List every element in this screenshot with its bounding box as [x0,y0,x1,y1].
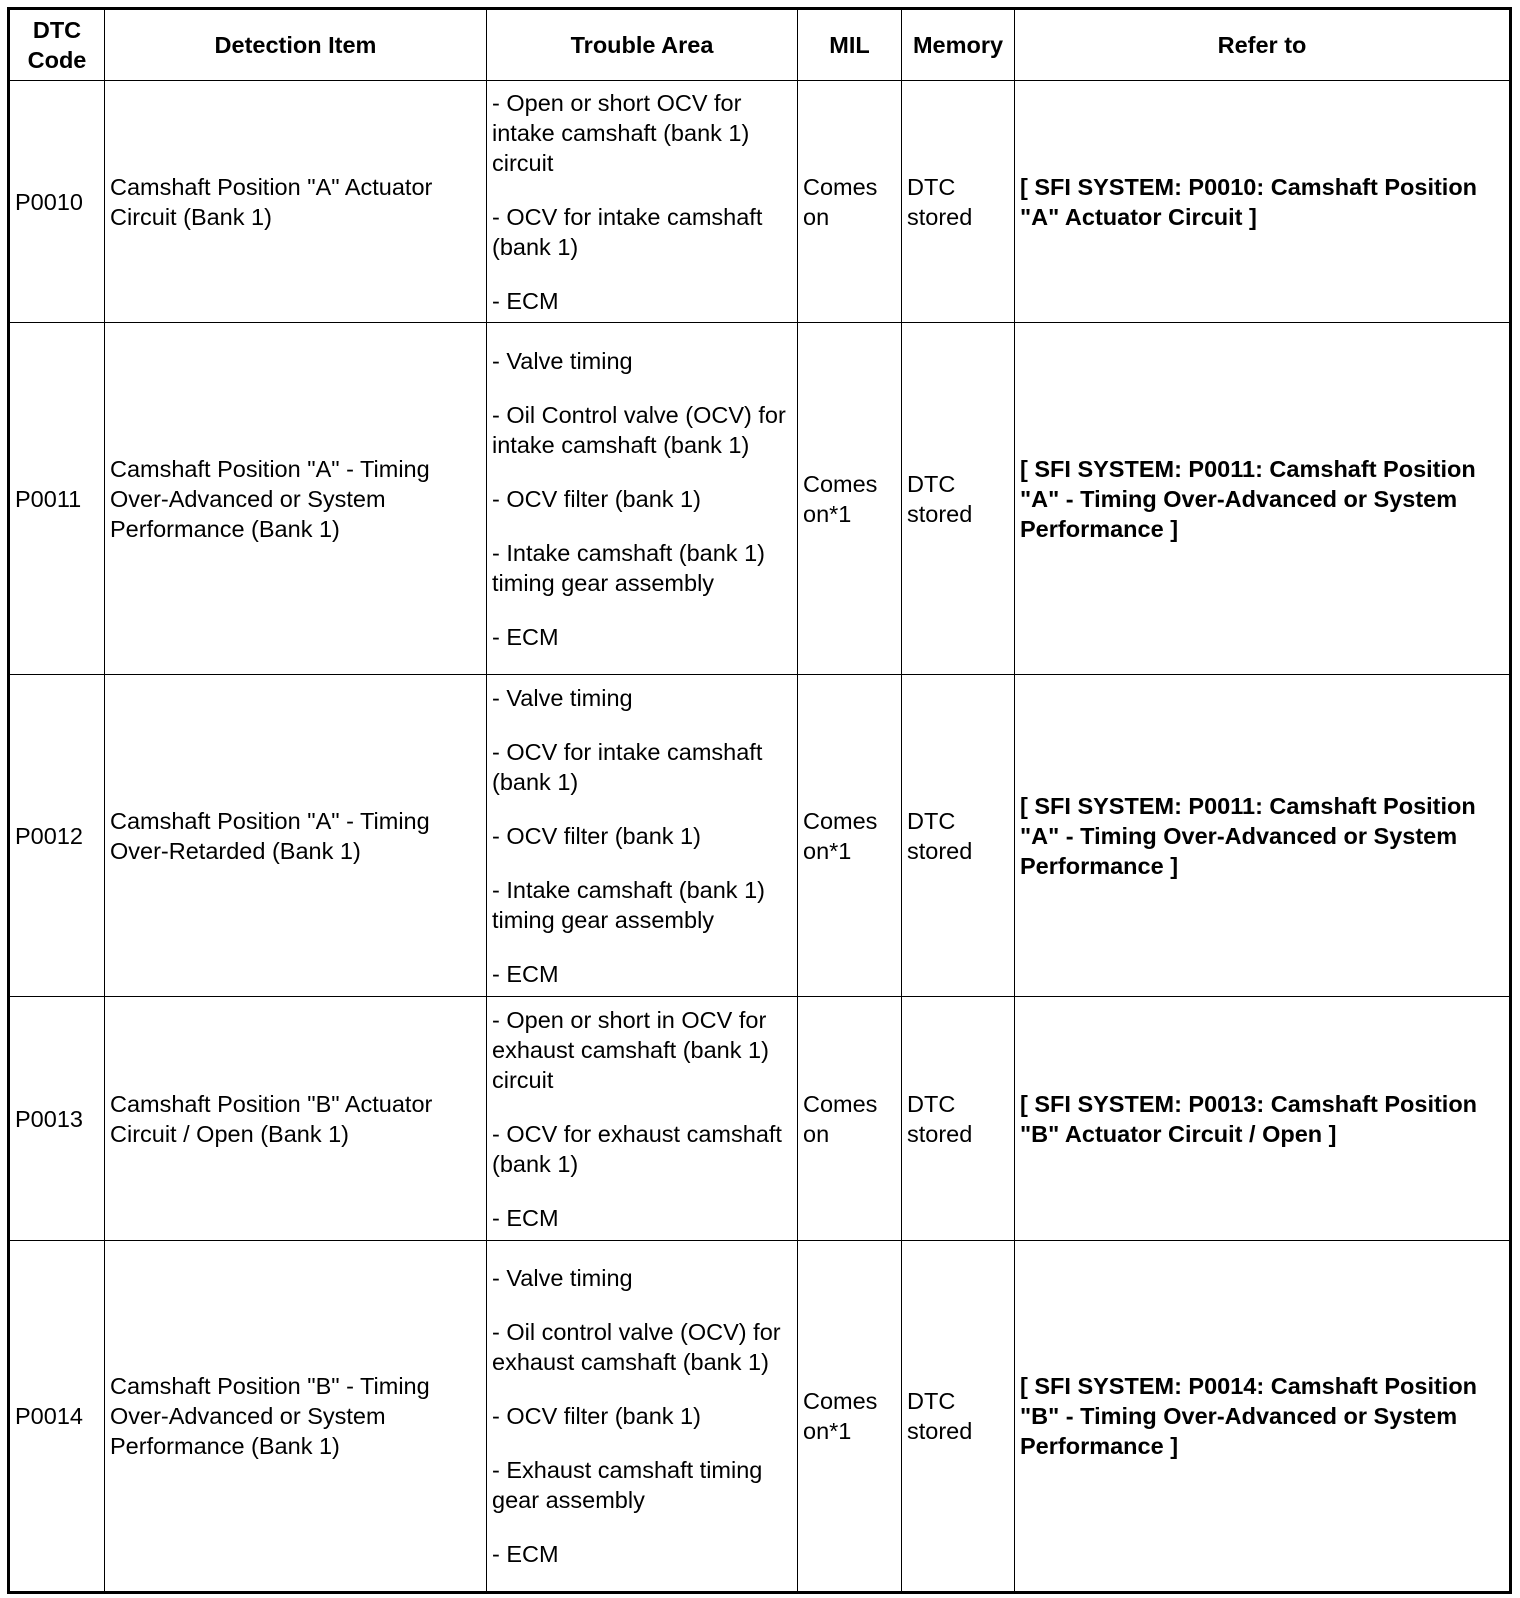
detection-item-cell: Camshaft Position "A" - Timing Over-Retarded (Bank 1) [105,675,487,997]
memory-cell: DTC stored [902,81,1015,323]
trouble-area-item: - Intake camshaft (bank 1) timing gear assembly [492,876,765,933]
refer-to-link[interactable]: [ SFI SYSTEM: P0013: Camshaft Position "B" Actuator Circuit / Open ] [1015,997,1511,1241]
mil-cell: Comes on*1 [798,675,902,997]
trouble-area-cell [487,675,798,997]
header-mil: MIL [798,9,902,81]
dtc-code-cell: P0011 [9,323,105,675]
mil-cell: Comes on [798,997,902,1241]
trouble-area-item: - Oil Control valve (OCV) for intake camshaft (bank 1) [492,401,786,458]
table-row [9,675,1511,997]
memory-cell: DTC stored [902,1241,1015,1593]
memory-cell: DTC stored [902,675,1015,997]
trouble-area-item: - Valve timing [492,684,633,711]
table-row [9,1241,1511,1593]
memory-cell: DTC stored [902,997,1015,1241]
dtc-code-cell: P0010 [9,81,105,323]
table-row [9,997,1511,1241]
header-memory: Memory [902,9,1015,81]
memory-cell: DTC stored [902,323,1015,675]
refer-to-link[interactable]: [ SFI SYSTEM: P0010: Camshaft Position "A" Actuator Circuit ] [1015,81,1511,323]
trouble-area-item: - OCV for intake camshaft (bank 1) [492,203,763,260]
trouble-area-item: - Valve timing [492,347,633,374]
refer-to-link[interactable]: [ SFI SYSTEM: P0011: Camshaft Position "A" - Timing Over-Advanced or System Performance ] [1015,675,1511,997]
header-refer-to: Refer to [1015,9,1511,81]
detection-item-cell: Camshaft Position "A" - Timing Over-Advanced or System Performance (Bank 1) [105,323,487,675]
table-header-row [9,9,1511,81]
dtc-code-cell: P0013 [9,997,105,1241]
trouble-area-item: - OCV for intake camshaft (bank 1) [492,738,763,795]
trouble-area-item: - ECM [492,960,559,987]
trouble-area-cell [487,323,798,675]
trouble-area-cell [487,81,798,323]
table-row [9,323,1511,675]
trouble-area-item: - Valve timing [492,1265,633,1291]
trouble-area-item: - OCV for exhaust camshaft (bank 1) [492,1120,782,1177]
trouble-area-item: - Exhaust camshaft timing gear assembly [492,1457,763,1513]
table-row [9,81,1511,323]
refer-to-link[interactable]: [ SFI SYSTEM: P0014: Camshaft Position "B" - Timing Over-Advanced or System Performance ] [1015,1241,1511,1593]
trouble-area-item: - OCV filter (bank 1) [492,1403,701,1429]
detection-item-cell: Camshaft Position "A" Actuator Circuit (Bank 1) [105,81,487,323]
dtc-code-cell: P0012 [9,675,105,997]
trouble-area-item: - OCV filter (bank 1) [492,822,701,849]
header-dtc-code: DTC Code [9,9,105,81]
refer-to-link[interactable]: [ SFI SYSTEM: P0011: Camshaft Position "A" - Timing Over-Advanced or System Performance ] [1015,323,1511,675]
trouble-area-item: - ECM [492,1204,559,1231]
trouble-area-cell [487,997,798,1241]
trouble-area-cell [487,1241,798,1593]
trouble-area-item: - Oil control valve (OCV) for exhaust camshaft (bank 1) [492,1319,781,1375]
mil-cell: Comes on*1 [798,1241,902,1593]
trouble-area-item: - OCV filter (bank 1) [492,485,701,512]
dtc-code-cell: P0014 [9,1241,105,1593]
trouble-area-item: - Open or short OCV for intake camshaft (bank 1) circuit [492,89,750,176]
header-detection-item: Detection Item [105,9,487,81]
mil-cell: Comes on [798,81,902,323]
trouble-area-item: - ECM [492,623,559,650]
trouble-area-item: - Intake camshaft (bank 1) timing gear assembly [492,539,765,596]
detection-item-cell: Camshaft Position "B" Actuator Circuit / Open (Bank 1) [105,997,487,1241]
trouble-area-item: - Open or short in OCV for exhaust camshaft (bank 1) circuit [492,1006,769,1093]
header-trouble-area: Trouble Area [487,9,798,81]
mil-cell: Comes on*1 [798,323,902,675]
trouble-area-item: - ECM [492,287,559,314]
detection-item-cell: Camshaft Position "B" - Timing Over-Advanced or System Performance (Bank 1) [105,1241,487,1593]
dtc-table [7,7,1512,1594]
trouble-area-item: - ECM [492,1541,559,1567]
